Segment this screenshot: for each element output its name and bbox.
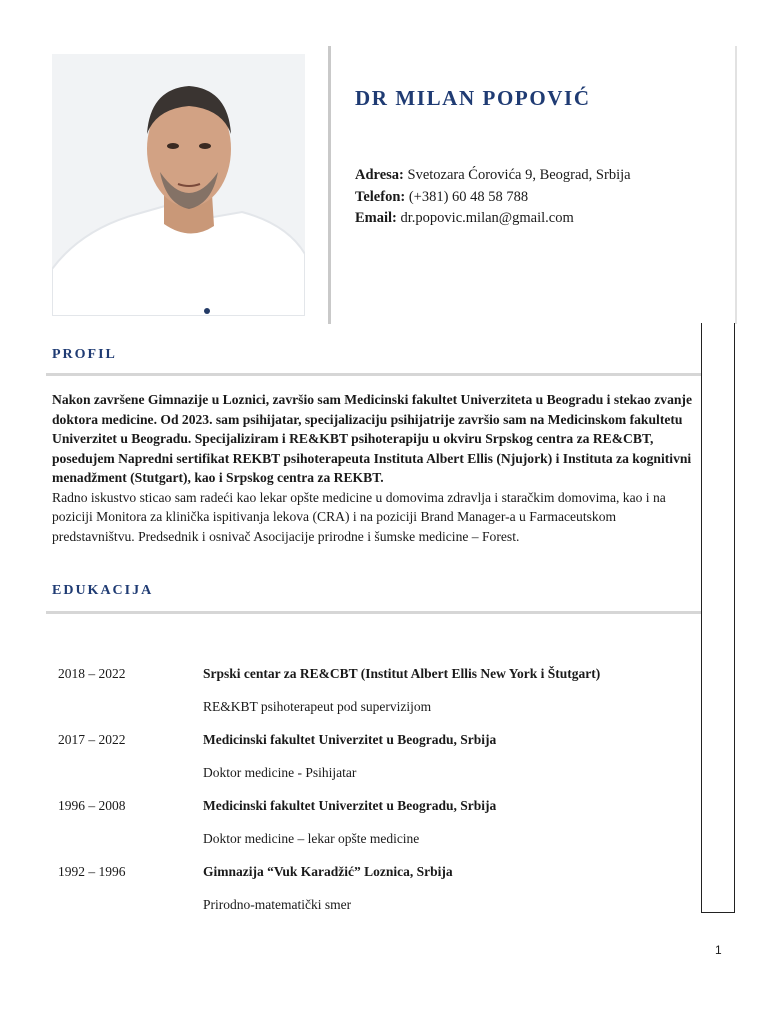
profile-rule — [46, 373, 701, 376]
education-degree: Doktor medicine - Psihijatar — [203, 765, 357, 780]
education-degree: RE&KBT psihoterapeut pod supervizijom — [203, 699, 432, 714]
education-degree: Prirodno-matematički smer — [203, 897, 352, 912]
education-rule — [46, 611, 701, 614]
contact-address: Adresa: Svetozara Ćorovića 9, Beograd, Srbija — [355, 167, 631, 183]
education-institution: Gimnazija “Vuk Karadžić” Loznica, Srbija — [203, 864, 453, 879]
education-institution: Medicinski fakultet Univerzitet u Beogradu, Srbija — [203, 798, 497, 813]
profile-regular-text: Radno iskustvo sticao sam radeći kao lekar opšte medicine u domovima zdravlja i staračkim domovima, kao i na poziciji Monitora za klinička ispitivanja lekova (CRA) i na poziciji Brand Manager-a u Farmaceutskom predstavništvu. Predsednik i osnivač Asocijacije prirodne i šumske medicine – Forest. — [52, 489, 666, 544]
education-entry — [58, 794, 698, 860]
education-institution: Srpski centar za RE&CBT (Institut Albert Ellis New York i Štutgart) — [203, 666, 601, 681]
profile-text — [52, 390, 698, 546]
education-entry — [58, 662, 698, 728]
header-divider — [328, 46, 331, 324]
person-name: DR MILAN POPOVIĆ — [355, 86, 591, 110]
education-years: 1996 – 2008 — [58, 798, 126, 813]
education-degree: Doktor medicine – lekar opšte medicine — [203, 831, 420, 846]
education-list — [58, 662, 698, 926]
right-frame-border — [701, 323, 735, 913]
contact-email: Email: dr.popovic.milan@gmail.com — [355, 210, 574, 226]
header-right-edge — [735, 46, 737, 324]
education-years: 2017 – 2022 — [58, 732, 126, 747]
profile-photo — [52, 54, 305, 316]
page-number: 1 — [715, 943, 722, 957]
education-years: 1992 – 1996 — [58, 864, 126, 879]
education-entry — [58, 728, 698, 794]
contact-info — [355, 165, 631, 230]
education-years: 2018 – 2022 — [58, 666, 126, 681]
education-entry — [58, 860, 698, 926]
profile-bold-text: Nakon završene Gimnazije u Loznici, završio sam Medicinski fakultet Univerziteta u Beogradu i stekao zvanje doktora medicine. Od 2023. sam psihijatar, specijalizaciju psihijatrije završio sam na Medicinskom fakultetu Univerzitet u Beogradu. Specijaliziram i RE&KBT psihoterapiju u okviru Srpskog centra za RE&CBT, posedujem Napredni sertifikat REKBT psihoterapeuta Instituta Albert Ellis (Njujork) i Instituta za kognitivni menadžment (Stutgart), kao i Srpskog centra za REKBT. — [52, 392, 692, 485]
profile-heading: PROFIL — [52, 347, 117, 362]
education-institution: Medicinski fakultet Univerzitet u Beogradu, Srbija — [203, 732, 497, 747]
education-heading: EDUKACIJA — [52, 583, 154, 598]
contact-phone: Telefon: (+381) 60 48 58 788 — [355, 188, 529, 205]
